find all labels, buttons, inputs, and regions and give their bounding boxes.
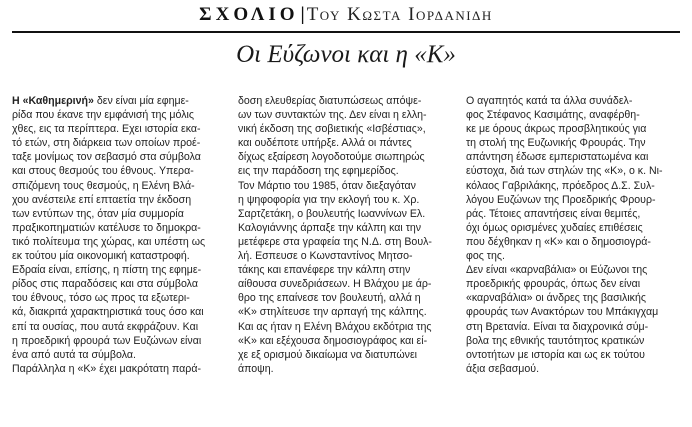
- article-line: τη στολή της Ευζωνικής Φρουράς. Την: [466, 137, 646, 150]
- article-line: κε με όρους άκρως προσβλητικούς για: [466, 123, 647, 136]
- article-line: ένα από αυτά τα σύμβολα.: [12, 348, 136, 361]
- article-line: Σαρτζετάκη, ο βουλευτής Ιωαννίνων Ελ.: [238, 207, 426, 220]
- article-line: ράς. Τέτοιες απαντήσεις είναι θεμιτές,: [466, 207, 641, 220]
- column-header-text: [0, 4, 692, 26]
- article-column-1: [12, 94, 230, 376]
- author-byline: Του Κωστα Ιορδανιδη: [306, 4, 493, 25]
- article-line: Καλογιάννης άρπαξε την κάλπη και την: [238, 221, 422, 234]
- section-kicker: ΣΧΟΛΙΟ: [199, 4, 299, 25]
- header-separator: |: [300, 4, 305, 25]
- article-line: «καρναβάλια» οι άνδρες της βασιλικής: [466, 292, 646, 305]
- article-headline: Οι Εύζωνοι και η «Κ»: [236, 41, 456, 68]
- article-line: αίθουσα συνεδριάσεων. Η Βλάχου με άρ-: [238, 278, 432, 291]
- article-line: επί τα ουσίας, που αυτά εκφράζουν. Και: [12, 320, 199, 333]
- article-line: κόλαος Γαβριλάκης, πρόεδρος Δ.Σ. Συλ-: [466, 179, 655, 192]
- article-line: τό ετών, στη διάρκεια των οποίων προέ-: [12, 137, 201, 150]
- article-line: η ψηφοφορία για την εκλογή του κ. Χρ.: [238, 193, 420, 206]
- article-lead-in: Η «Καθημερινή»: [12, 95, 94, 107]
- article-line: φρουράς των Ανακτόρων του Μπάκιγχαμ: [466, 306, 659, 319]
- article-line: Τον Μάρτιο του 1985, όταν διεξαγόταν: [238, 179, 416, 192]
- article-line: τικό πολίτευμα της χώρας, και υπέστη ως: [12, 235, 206, 248]
- article-line: [12, 94, 230, 108]
- article-line: Δεν είναι «καρναβάλια» οι Εύζωνοι της: [466, 264, 648, 277]
- article-line: τάκης και επανέφερε την κάλπη στην: [238, 264, 411, 277]
- column-header: [0, 0, 692, 32]
- article-line: Εδραία είναι, επίσης, η πίστη της εφημε-: [12, 264, 202, 277]
- article-line: όχι όμως ορισμένες χυδαίες επιθέσεις: [466, 221, 643, 234]
- article-line: που δέχθηκαν η «Κ» και ο δημοσιογρά-: [466, 235, 651, 248]
- article-line: πραξικοπηματιών κατέλυσε το δημοκρα-: [12, 221, 201, 234]
- article-line: προεδρικής φρουράς, όπως δεν είναι: [466, 278, 641, 291]
- article-line: η προεδρική φρουρά των Ευζώνων είναι: [12, 334, 202, 347]
- article-line: και στους θεσμούς του έθνους. Υπερα-: [12, 165, 194, 178]
- article-line: και ουδέποτε υπήρξε. Αλλά οι πάντες: [238, 137, 412, 150]
- article-line: των εντύπων της, όταν μία συμμορία: [12, 207, 184, 220]
- article-line: λή. Εσπευσε ο Κωνσταντίνος Μητσο-: [238, 250, 413, 263]
- article-line: του έθνους, τόσο ως προς τα εξωτερι-: [12, 292, 190, 305]
- header-rule: [12, 31, 680, 33]
- article-line: δίχως εξαίρεση λογοδοτούμε σιωπηρώς: [238, 151, 425, 164]
- article-line: βολα της εθνικής ταυτότητος κρατικών: [466, 334, 645, 347]
- article-line: μετέφερε στα γραφεία της Ν.Δ. στη Βουλ-: [238, 235, 432, 248]
- article-line: φος Στέφανος Κασιμάτης, αναφέρθη-: [466, 109, 640, 122]
- article-line: άποψη.: [238, 362, 274, 375]
- article-line: ων των συντακτών της. Δεν είναι η ελλη-: [238, 109, 427, 122]
- article-line: ταξε μονίμως τον σεβασμό στα σύμβολα: [12, 151, 201, 164]
- article-line: λόγου Ευζώνων της Προεδρικής Φρουρ-: [466, 193, 656, 206]
- article-line: Ο αγαπητός κατά τα άλλα συνάδελ-: [466, 95, 633, 107]
- article-line: χθες, εις τα περίπτερα. Εχει ιστορία εκα-: [12, 123, 201, 136]
- article-line: στη Βρετανία. Είναι τα διαχρονικά σύμ-: [466, 320, 649, 333]
- article-line: ρίδος στις παραδόσεις και στα σύμβολα: [12, 278, 198, 291]
- article-line: «Κ» και εξέχουσα δημοσιογράφος και εί-: [238, 334, 428, 347]
- article-line: άξια σεβασμού.: [466, 362, 540, 375]
- article-line: χου ανέστειλε επί επταετία την έκδοση: [12, 193, 192, 206]
- article-line: «Κ» στηλίτευσε την αρπαγή της κάλπης.: [238, 306, 427, 319]
- article-line: θρο της επαίνεσε τον βουλευτή, αλλά η: [238, 292, 421, 305]
- article-line: Παράλληλα η «Κ» έχει μακρότατη παρά-: [12, 362, 201, 375]
- article-line: ρίδα που έκανε την εμφάνισή της μόλις: [12, 109, 194, 122]
- article-line-text: δεν είναι μία εφημε-: [93, 95, 189, 107]
- article-line: οντοτήτων με ιστορία και ως εκ τούτου: [466, 348, 645, 361]
- article-column-2: [238, 94, 456, 376]
- article-column-3: [466, 94, 684, 376]
- article-line: νική έκδοση της σοβιετικής «Ισβέστιας»,: [238, 123, 426, 136]
- article-line: χε εξ ορισμού δικαίωμα να διατυπώνει: [238, 348, 418, 361]
- article-line: εκ τούτου μία οικονομική καταστροφή.: [12, 250, 190, 263]
- article-line: εύστοχα, διά των στηλών της «Κ», ο κ. Νι-: [466, 165, 663, 178]
- article-line: Και ας ήταν η Ελένη Βλάχου εκδότρια της: [238, 320, 432, 333]
- article-line: εις την παράδοση της εφημερίδος.: [238, 165, 399, 178]
- article-line: απάντηση έδωσε εμπεριστατωμένα και: [466, 151, 649, 164]
- article-line: φος της.: [466, 250, 505, 263]
- article-line: σπιζόμενη τους θεσμούς, η Ελένη Βλά-: [12, 179, 195, 192]
- article-line: κά, διακριτά χαρακτηριστικά τους όσο και: [12, 306, 204, 319]
- article-line: δοση ελευθερίας διατυπώσεως απόψε-: [238, 95, 422, 107]
